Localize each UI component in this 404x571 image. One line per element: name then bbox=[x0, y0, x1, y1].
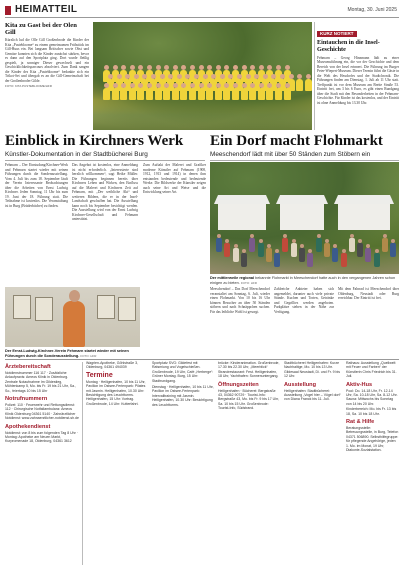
notruf-text: Polizei: 110 · Feuerwehr und Rettungsdienst: 112 · Chirurgische Notfallambulanz: Ameos Klinik Oldenburg 04361 5140 · Zahnärztlicher Notdienst: www.zahnaerztlicher-notdienst-sh.de bbox=[5, 403, 79, 421]
visitor-figure bbox=[216, 238, 222, 252]
child-figure bbox=[284, 88, 291, 100]
child-figure bbox=[223, 88, 230, 100]
visitor-figure bbox=[258, 243, 264, 257]
visitor-figure bbox=[241, 253, 247, 267]
painting-frame bbox=[97, 295, 115, 319]
aerzte-heading: Ärztebereitschaft bbox=[5, 364, 51, 370]
painting-frame bbox=[13, 295, 31, 319]
listings-col2 bbox=[86, 361, 148, 565]
story2-headline: Ein Dorf macht Flohmarkt bbox=[210, 133, 383, 149]
visitor-figure bbox=[274, 253, 280, 267]
kirchner-verein-photo bbox=[5, 287, 140, 347]
story1-col3-text: Zum Auftakt der Malerei und Grafiker moderne Künstler auf Fehmarn (1908, 1912, 1913 und 1914) in denen ihm entstanden bedeutende und bedeutende Werke. Die Bildwerke der Künstler zeigen auch seine Art und Weise und die Entwicklung seiner Art. bbox=[143, 163, 206, 194]
story1-col1-text: Fehmarn – Der Einstudung/Kirchner-Werk und Fehmarn startet wieder mit seinen Führungen durch die Sonderausstellung. Vom 4. Juli bis zum 18. September läuft der Verein Interessante Beobachtungen über die Arbeiten von Ernst Ludwig Kirchner. Jeden Sonntag, 11 Uhr bis zum 19. Juni der 18. Führung statt. Die Teilnahme ist kostenlos. Die Veranstaltung ist in Burg (Brüderbücher) zu finden. bbox=[5, 163, 68, 208]
ausstellung-text: Heiligenhafen: Stadtbücherei: Ausstellung „Vogel hier – Vögel dort“ von Diana Franck bis 11. Juli. bbox=[284, 388, 341, 402]
market-tent bbox=[280, 204, 324, 230]
dienstag-text: Dienstag · Heiligenhafen, 10 bis 11 Uhr, Pavillon im Ostsee-Ferienpark: Intervalltraining mit Jasmin. Heiligenhafen, 10.30 Uhr: Besichtigung des Leuchtturms. bbox=[152, 385, 214, 407]
rathaus-text: Rathaus: Ausstellung „Quellwelt mit Feuer und Farben“ der Künstlerin Chris Friedrich bis 31. Juli. bbox=[346, 361, 397, 379]
visitor-figure bbox=[291, 243, 297, 257]
apotheke-heading: Apothekendienst bbox=[5, 423, 51, 430]
column-divider bbox=[82, 362, 83, 565]
story1-subline: Künstler-Dokumentation in der Stadtbücherei Burg bbox=[5, 151, 148, 158]
oeffnungszeiten-text: Heiligenhafen · Bücherei: Bergstraße 43, 04362 90729 · Tourist-Info: Bergstraße 43, Mo. bis Fr. 9 bis 17 Uhr, Sa. 10 bis 15 Uhr. Großenbrode: Tourist-Info, Südstrand. bbox=[218, 388, 280, 411]
rat-hilfe-heading: Rat & Hilfe bbox=[346, 419, 375, 426]
visitor-figure bbox=[249, 238, 255, 252]
visitor-figure bbox=[390, 243, 396, 257]
listings-col1 bbox=[5, 361, 79, 565]
story1-col2-text: Das Angebot ist kostenlos, eine Anmeldung ist nicht erforderlich. „Interessierte sind herzlich willkommen“, sagt Heike Müller. Die Führungen beginnen bereits über Kirchners Leben und Wirken, den Einfluss auf die Malerei und Kirchners Zeit auf Fehmarn, mit „Der weibliche Akt“ und weiteren Bildern, die er in der Insel-Landschaft geschaffen hat. Die Ausstellung kann noch bis September besichtigt werden. Die Ausstellung wird von der Ernst Ludwig Kirchner-Gesellschaft und Fehmarn unterstützt. bbox=[72, 163, 138, 221]
visitor-figure bbox=[324, 243, 330, 257]
notruf-heading: Notrufnummern bbox=[5, 396, 48, 403]
aktiv-hus-heading: Aktiv-Hus bbox=[346, 381, 373, 388]
visitor-figure bbox=[233, 248, 239, 262]
sportplatz-text: Sportplatz SVG: Gildefest mit Ratsmiung und Vogelschießen. Großenbrode, 19 Uhr, Café „Herberge“: Grüner Montag. Burg, 15 Uhr: Stadtrundgang. bbox=[152, 361, 214, 383]
visitor-figure bbox=[224, 243, 230, 257]
section-title: HEIMATTEIL bbox=[15, 4, 78, 15]
market-tent bbox=[338, 204, 390, 230]
listings-col5 bbox=[284, 361, 342, 565]
kita-article bbox=[5, 22, 89, 88]
story2-rule bbox=[210, 160, 399, 161]
visitor-figure bbox=[357, 243, 363, 257]
story2-caption-text: bekannte Flohmarkt in Meeschendorf hatte auch in den vergangenen Jahren schon einigen zu bieten. bbox=[210, 276, 396, 285]
child-figure bbox=[163, 88, 170, 100]
story1-photo-caption bbox=[5, 349, 140, 358]
story1-photo-credit: FOTO: HFR bbox=[80, 353, 97, 358]
child-figure bbox=[172, 88, 179, 100]
kita-children-group bbox=[103, 70, 303, 106]
story2-caption-bold: Der mittlerweile regional bbox=[210, 276, 255, 280]
story2-photo-credit: FOTO: HFR bbox=[240, 280, 257, 285]
flohmarkt-photo bbox=[210, 162, 399, 274]
visitor-figure bbox=[299, 248, 305, 262]
story2-col1-text: Meeschendorf – Das Dorf Meeschendorf veranstaltet am Sonntag, 6. Juli, wieder einen Flohmarkt. Von 10 bis 16 Uhr können Besucher an über 50 Ständen stöbern und nach Schnäppchen suchen. Für das leibliche Wohl ist gesorgt. bbox=[210, 287, 270, 314]
listings-col4 bbox=[218, 361, 280, 565]
visitor-figure bbox=[365, 248, 371, 262]
listings-col3 bbox=[152, 361, 214, 565]
visitor-figure bbox=[307, 253, 313, 267]
apotheke-text: Notdienst: von 8 bis zum folgenden Tag 8 Uhr · Montag: Apotheke am Neuen Markt, Kurpromenade 18, Oldenburg, 04361 3612 bbox=[5, 430, 78, 444]
visitor-figure bbox=[374, 253, 380, 267]
kurz-notiert-tag: KURZ NOTIERT bbox=[317, 31, 357, 37]
child-figure bbox=[129, 88, 136, 100]
kinderbereich-text: Kinderbereich: Mo. bis Fr. 13 bis 18, Sa. 10 bis 18 Uhr. bbox=[346, 407, 397, 416]
market-tent bbox=[218, 204, 266, 230]
listings-rule bbox=[5, 359, 399, 360]
child-figure bbox=[241, 88, 248, 100]
kita-photo-credit: FOTO: KITA PUSTEBLOOME/HFR bbox=[5, 84, 52, 88]
column-divider bbox=[314, 22, 315, 130]
child-figure bbox=[275, 88, 282, 100]
story2-col2 bbox=[274, 287, 334, 349]
child-figure bbox=[266, 88, 273, 100]
child-figure bbox=[258, 88, 265, 100]
child-figure bbox=[232, 88, 239, 100]
child-figure bbox=[206, 88, 213, 100]
kita-body: Kürzlich lud die Olle Gill Großenbrode die Kinder der Kita „Pustebloome“ zu einem gemeinsamen Frühstück im Gill-Huus ein. Bei langsam Britischer sowie Obst und Gemüse konnten sich die Kinder zunächst stärken, bevor es dann auf den Sportplatz ging. Dort wurde fleißig gespielt, ja sonniger Dieser gewechselt und ein Geschicklichkeitsparcours absolviert. Zum Dank sangen die Kinder des Kita „Pustebloome“ bedankte sich ein Trikot-Set und übergab es an die Gill-Gemeinschaft bei der Großenbroder Gilde. bbox=[5, 38, 89, 83]
section-marker bbox=[5, 6, 11, 15]
painting-frame bbox=[118, 297, 136, 321]
painting-frame bbox=[35, 297, 53, 321]
child-figure bbox=[120, 88, 127, 100]
child-figure bbox=[146, 88, 153, 100]
visitor-figure bbox=[382, 238, 388, 252]
story2-subline: Meeschendorf lädt mit über 50 Ständen zum Stöbern ein bbox=[210, 151, 371, 158]
child-figure bbox=[180, 88, 187, 100]
story2-col2-text: Zahlreiche Anbieter haben sich angemeldet, darunter auch viele private Stände. Kuchen und Torten, Getränke und Gegrilltes werden angeboten. Parkplätze stehen in der Nähe zur Verfügung. bbox=[274, 287, 334, 314]
aerzte-text: Notdienstnummer 116 117 · Zusätzliche Anlaufpraxis: Ameos Klinik in Oldenburg. Zentrale Notaufnahme Im Gildestieg, Mühlenkamp 5, Mo. bis Fr. 19 bis 21 Uhr, Sa., So., feiertags 10 bis 15 Uhr bbox=[5, 371, 77, 393]
visitor-figure bbox=[316, 238, 322, 252]
termine-heading: Termine bbox=[86, 371, 113, 379]
kurz-headline: Eintauchen in die Insel-Geschichte bbox=[317, 39, 380, 53]
visitor-figure bbox=[282, 238, 288, 252]
termine-text: Montag · Heiligenhafen, 10 bis 11 Uhr, Pavillon im Ostsee-Ferienpark: Pilates mit Jasmin. Heiligenhafen, 10.30 Uhr: Besichtigung des Leuchtturms. Heiligenhafen, 15 Uhr: Vortrag. Großenbrode, 14 Uhr: Kutterfahrt. bbox=[86, 379, 146, 406]
story2-col3 bbox=[338, 287, 399, 349]
kinderanimation-text: brücke: Kinderanimation. Großenbrode, 17.30 bis 22.30 Uhr, „Meerblick“ Strandrestaurant: Fest. Heiligenhafen, 18 Uhr, Yachthafen: Sonnenuntergang. bbox=[218, 361, 280, 379]
visitor-figure bbox=[341, 253, 347, 267]
newspaper-page bbox=[5, 4, 399, 567]
child-figure bbox=[112, 88, 119, 100]
aktiv-hus-text: Pool: Do. 14-18 Uhr, Fr. 12-14 Uhr, Sa. 10-18 Uhr, Sa. 8-12 Uhr. Sauna: Mittwochs bis Sonntag von 14 bis 20 Uhr. bbox=[346, 388, 398, 406]
child-figure bbox=[249, 88, 256, 100]
listings-col6 bbox=[346, 361, 399, 565]
visitor-figure bbox=[266, 248, 272, 262]
kita-group-photo bbox=[93, 22, 312, 130]
ausstellung-heading: Ausstellung bbox=[284, 381, 317, 388]
child-figure bbox=[155, 88, 162, 100]
page-date: Montag, 30. Juni 2025 bbox=[347, 7, 397, 13]
story1-col3 bbox=[143, 163, 206, 347]
child-figure bbox=[198, 88, 205, 100]
oeffnungszeiten-heading: Öffnungszeiten bbox=[218, 381, 259, 388]
visitor-figure bbox=[349, 238, 355, 252]
rat-hilfe-text: Beratungsstelle: Betreuungsstelle, in Burg, Telefon 04371 506890. Selbsthilfegruppe: für pflegende Angehörige, jeden 1. Mo. im Monat, 19 Uhr, Diakonie-Sozialstation. bbox=[346, 426, 399, 453]
child-figure bbox=[103, 88, 110, 100]
story1-rule bbox=[5, 160, 205, 161]
story2-col3-text: Mit dem Fahrrad ist Meeschendorf über Oldenburg, Neustadt oder Burg erreichbar. Der Eintritt ist frei. bbox=[338, 287, 399, 300]
visitor-figure bbox=[332, 248, 338, 262]
story1-col2 bbox=[72, 163, 138, 285]
kurz-notiert-box bbox=[317, 22, 399, 105]
story1-caption-text: Der Ernst-Ludwig-Kirchner-Verein Fehmarn startet wieder mit seinen Führungen durch die Sonderausstellung. bbox=[5, 349, 129, 358]
stadtbuecherei-text: Stadtbücherei Heiligenhafen: Kurze Nachhaltige, Mo. 10 bis 13 Uhr. Gildesaal Neustadt, Di. und Fr. 9 bis 12 Uhr. bbox=[284, 361, 341, 379]
child-figure bbox=[305, 79, 312, 91]
kurz-body: Fehmarn – Georg Hinzmann lädt zu einer Museumsführung ein, die vor der Geschichte und dem Bereich von der Insel erinnert. Die Führung im Burger Peter-Wiepert-Museum. Dieser Termin führt die Gäste in die Welt des Heudorfes und der Stadtchronik. Die Führungen finden am Dienstag, 1. Juli ab 11 Uhr statt. Treffpunkt ist vor dem Museum am Breite Straße 53. Eintritt frei, um 3 bis 6 Euro, es gibt einen Rundgang über die Stadt mit den Besonderheiten in der Fehmarn-Geschichte. Für Kinder ist das kostenlos, und der Eintritt ist ohne Anmeldung bis 13.30 Uhr. bbox=[317, 55, 399, 105]
child-figure bbox=[189, 88, 196, 100]
woman-figure bbox=[63, 301, 85, 347]
child-figure bbox=[296, 79, 303, 91]
story1-headline: Einblick in Kirchners Werk bbox=[5, 133, 184, 149]
story2-photo-caption bbox=[210, 276, 399, 285]
page-header bbox=[5, 4, 399, 18]
child-figure bbox=[137, 88, 144, 100]
story2-col1 bbox=[210, 287, 270, 349]
child-figure bbox=[215, 88, 222, 100]
wagrien-apotheke: Wagrien-Apotheke, Göhlstraße 3, Oldenburg, 04361 494039 bbox=[86, 361, 139, 370]
story1-col1 bbox=[5, 163, 68, 285]
kita-headline: Kita zu Gast bei der Olen Gill bbox=[5, 22, 77, 36]
